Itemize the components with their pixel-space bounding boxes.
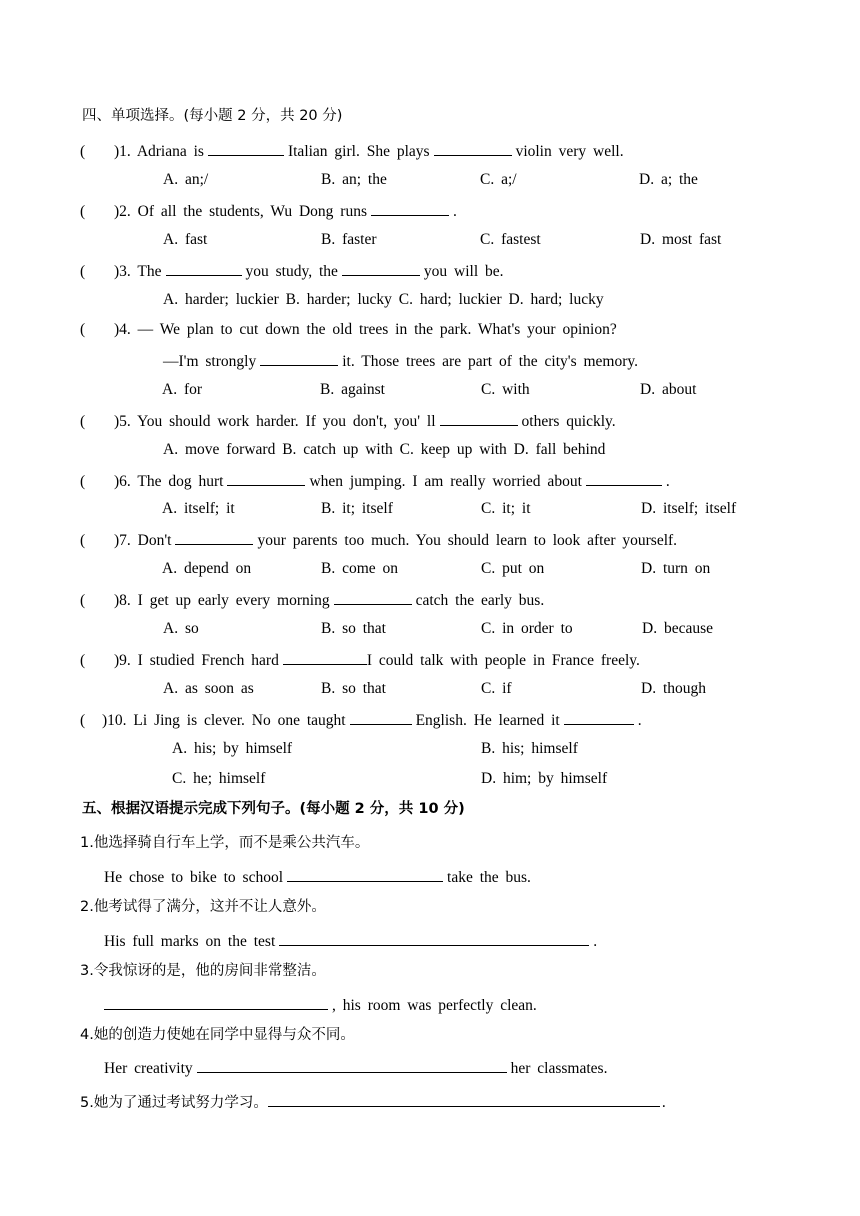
answer-blank[interactable]: [104, 994, 328, 1010]
translation-prompt: 1.他选择骑自行车上学，而不是乘公共汽车。: [80, 835, 370, 851]
question-4-reply: —I'm strongly it. Those trees are part of the city's memory.: [163, 350, 638, 372]
option: A. as soon as: [163, 680, 254, 697]
answer-blank[interactable]: [350, 709, 412, 725]
option: B. so that: [321, 680, 386, 697]
answer-blank[interactable]: [334, 589, 412, 605]
question-8: ( )8. I get up early every morning catch the early bus.: [80, 589, 544, 611]
answer-blank[interactable]: [434, 140, 512, 156]
question-1: ( )1. Adriana is Italian girl. She plays violin very well.: [80, 140, 624, 162]
option: A. depend on: [162, 560, 252, 577]
section4-title: 四、单项选择。(每小题 2 分，共 20 分): [82, 108, 343, 124]
option: C. he; himself: [172, 770, 266, 787]
option: C. with: [481, 381, 530, 398]
option: C. fastest: [480, 231, 541, 248]
options-line: A. move forward B. catch up with C. keep up with D. fall behind: [163, 441, 606, 458]
question-2: ( )2. Of all the students, Wu Dong runs .: [80, 200, 457, 222]
answer-blank[interactable]: [586, 470, 662, 486]
option: B. it; itself: [321, 500, 393, 517]
answer-blank[interactable]: [287, 866, 443, 882]
translation-prompt: 5.她为了通过考试努力学习。 .: [80, 1091, 666, 1113]
answer-blank[interactable]: [227, 470, 305, 486]
option: D. most fast: [640, 231, 722, 248]
translation-prompt: 4.她的创造力使她在同学中显得与众不同。: [80, 1027, 355, 1043]
option: C. a;/: [480, 171, 517, 188]
option: A. for: [162, 381, 203, 398]
option: A. an;/: [163, 171, 209, 188]
answer-blank[interactable]: [371, 200, 449, 216]
option: B. so that: [321, 620, 386, 637]
answer-blank[interactable]: [342, 260, 420, 276]
answer-blank[interactable]: [260, 350, 338, 366]
question-5: ( )5. You should work harder. If you don't, you' ll others quickly.: [80, 410, 616, 432]
answer-blank[interactable]: [283, 649, 367, 665]
answer-blank[interactable]: [564, 709, 634, 725]
answer-blank[interactable]: [268, 1091, 660, 1107]
option: C. put on: [481, 560, 545, 577]
option: C. if: [481, 680, 512, 697]
translation-prompt: 3.令我惊讶的是，他的房间非常整洁。: [80, 963, 326, 979]
option: B. an; the: [321, 171, 387, 188]
answer-blank[interactable]: [208, 140, 284, 156]
answer-blank[interactable]: [279, 930, 589, 946]
answer-blank[interactable]: [197, 1057, 507, 1073]
option: A. fast: [163, 231, 208, 248]
options-line: A. harder; luckier B. harder; lucky C. hard; luckier D. hard; lucky: [163, 291, 604, 308]
translation-prompt: 2.他考试得了满分，这并不让人意外。: [80, 899, 326, 915]
option: D. about: [640, 381, 697, 398]
option: D. a; the: [639, 171, 698, 188]
option: B. against: [320, 381, 385, 398]
option: B. his; himself: [481, 740, 578, 757]
translation-sentence: , his room was perfectly clean.: [104, 994, 537, 1016]
question-9: ( )9. I studied French hard I could talk with people in France freely.: [80, 649, 640, 671]
option: D. though: [641, 680, 706, 697]
question-10: ( )10. Li Jing is clever. No one taught English. He learned it .: [80, 709, 642, 731]
answer-blank[interactable]: [175, 529, 253, 545]
option: A. itself; it: [162, 500, 235, 517]
question-4: ( )4. — We plan to cut down the old trees in the park. What's your opinion?: [80, 321, 617, 338]
option: C. in order to: [481, 620, 573, 637]
translation-sentence: Her creativity her classmates.: [104, 1057, 607, 1079]
question-7: ( )7. Don't your parents too much. You should learn to look after yourself.: [80, 529, 677, 551]
answer-blank[interactable]: [440, 410, 518, 426]
option: B. come on: [321, 560, 399, 577]
question-3: ( )3. The you study, the you will be.: [80, 260, 504, 282]
option: D. because: [642, 620, 713, 637]
option: B. faster: [321, 231, 377, 248]
translation-sentence: His full marks on the test .: [104, 930, 597, 952]
section5-title: 五、根据汉语提示完成下列句子。(每小题 2 分，共 10 分): [82, 801, 465, 817]
option: D. itself; itself: [641, 500, 737, 517]
option: A. his; by himself: [172, 740, 293, 757]
option: D. turn on: [641, 560, 711, 577]
option: D. him; by himself: [481, 770, 608, 787]
question-6: ( )6. The dog hurt when jumping. I am really worried about .: [80, 470, 670, 492]
translation-sentence: He chose to bike to school take the bus.: [104, 866, 531, 888]
option: A. so: [163, 620, 199, 637]
answer-blank[interactable]: [166, 260, 242, 276]
option: C. it; it: [481, 500, 531, 517]
